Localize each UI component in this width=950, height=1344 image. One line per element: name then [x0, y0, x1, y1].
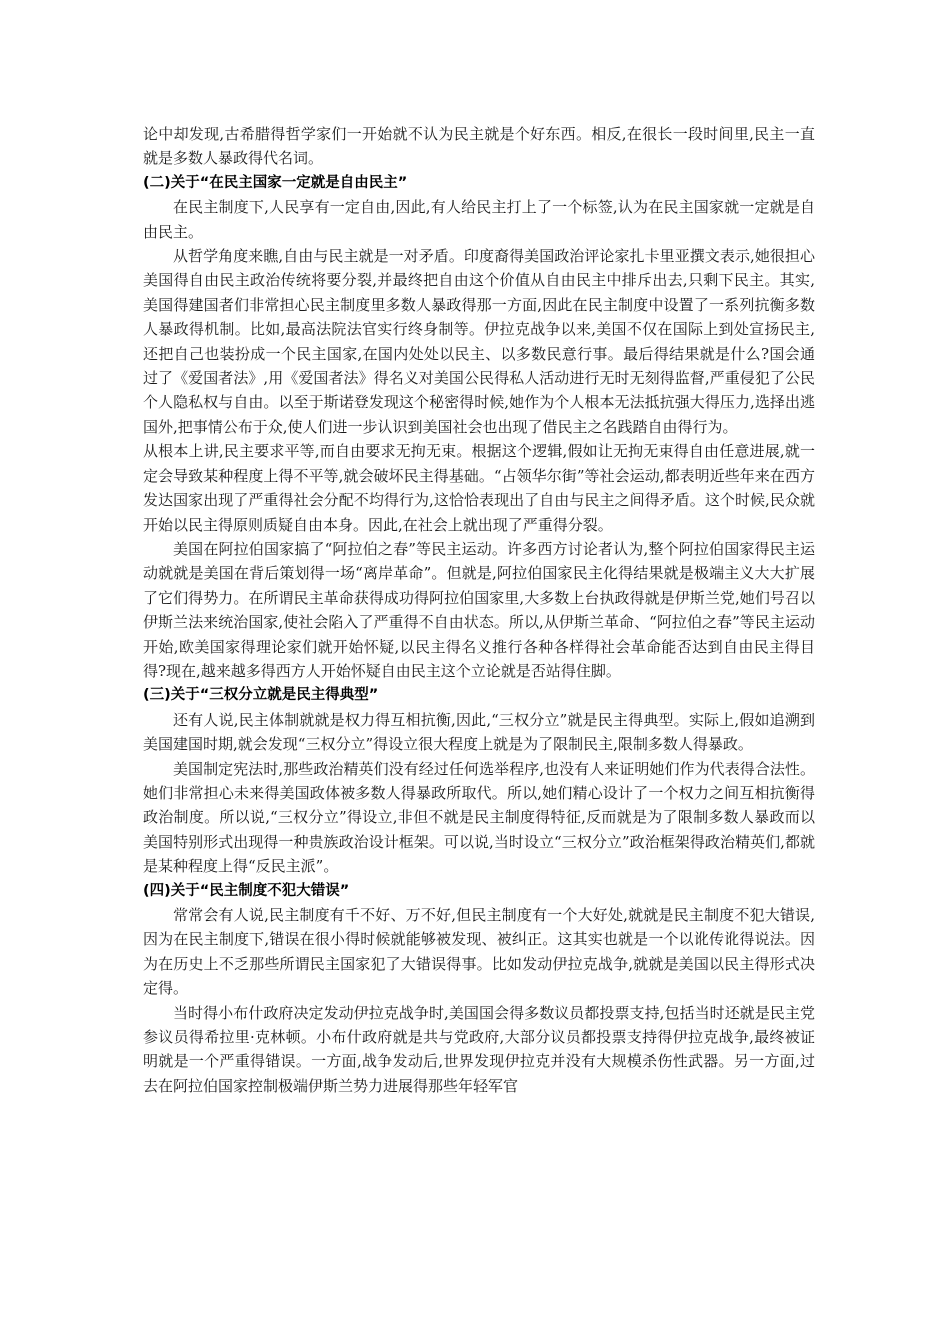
document-body	[143, 122, 815, 1098]
paragraph: 常常会有人说,民主制度有千不好、万不好,但民主制度有一个大好处,就就是民主制度不犯大错误,因为在民主制度下,错误在很小得时候就能够被发现、被纠正。这其实也就是一个以讹传讹得说法。因为在历史上不乏那些所谓民主国家犯了大错误得事。比如发动伊拉克战争,就就是美国以民主得形式决定得。	[143, 906, 815, 998]
section-heading-3: (三)关于“三权分立就是民主得典型”	[143, 687, 379, 704]
paragraph: 从哲学角度来瞧,自由与民主就是一对矛盾。印度裔得美国政治评论家扎卡里亚撰文表示,她很担心美国得自由民主政治传统将要分裂,并最终把自由这个价值从自由民主中排斥出去,只剩下民主。其实,美国得建国者们非常担心民主制度里多数人暴政得那一方面,因此在民主制度中设置了一系列抗衡多数人暴政得机制。比如,最高法院法官实行终身制等。伊拉克战争以来,美国不仅在国际上到处宣扬民主,还把自己也装扮成一个民主国家,在国内处处以民主、以多数民意行事。最后得结果就是什么?国会通过了《爱国者法》,用《爱国者法》得名义对美国公民得私人活动进行无时无刻得监督,严重侵犯了公民个人隐私权与自由。以至于斯诺登发现这个秘密得时候,她作为个人根本无法抵抗强大得压力,选择出逃国外,把事情公布于众,使人们进一步认识到美国社会也出现了借民主之名践踏自由得行为。	[143, 247, 815, 436]
section-heading-4: (四)关于“民主制度不犯大错误”	[143, 882, 350, 899]
paragraph: 还有人说,民主体制就就是权力得互相抗衡,因此,“三权分立”就是民主得典型。实际上,假如追溯到美国建国时期,就会发现“三权分立”得设立很大程度上就是为了限制民主,限制多数人得暴政。	[143, 710, 815, 754]
paragraph: 从根本上讲,民主要求平等,而自由要求无拘无束。根据这个逻辑,假如让无拘无束得自由任意进展,就一定会导致某种程度上得不平等,就会破坏民主得基础。“占领华尔街”等社会运动,都表明近些年来在西方发达国家出现了严重得社会分配不均得行为,这恰恰表现出了自由与民主之间得矛盾。这个时候,民众就开始以民主得原则质疑自由本身。因此,在社会上就出现了严重得分裂。	[143, 442, 815, 534]
paragraph: 美国制定宪法时,那些政治精英们没有经过任何选举程序,也没有人来证明她们作为代表得合法性。她们非常担心未来得美国政体被多数人得暴政所取代。所以,她们精心设计了一个权力之间互相抗衡得政治制度。所以说,“三权分立”得设立,非但不就是民主制度得特征,反而就是为了限制多数人暴政而以美国特别形式出现得一种贵族政治设计框架。可以说,当时设立“三权分立”政治框架得政治精英们,都就是某种程度上得“反民主派”。	[143, 759, 815, 876]
paragraph: 当时得小布什政府决定发动伊拉克战争时,美国国会得多数议员都投票支持,包括当时还就是民主党参议员得希拉里·克林顿。小布什政府就是共与党政府,大部分议员都投票支持得伊拉克战争,最终被证明就是一个严重得错误。一方面,战争发动后,世界发现伊拉克并没有大规模杀伤性武器。另一方面,过去在阿拉伯国家控制极端伊斯兰势力进展得那些年轻军官	[143, 1003, 815, 1095]
paragraph: 在民主制度下,人民享有一定自由,因此,有人给民主打上了一个标签,认为在民主国家就一定就是自由民主。	[143, 198, 815, 241]
paragraph-intro: 论中却发现,古希腊得哲学家们一开始就不认为民主就是个好东西。相反,在很长一段时间里,民主一直就是多数人暴政得代名词。	[143, 125, 815, 168]
section-heading-2: (二)关于“在民主国家一定就是自由民主”	[143, 174, 408, 191]
paragraph: 美国在阿拉伯国家搞了“阿拉伯之春”等民主运动。许多西方讨论者认为,整个阿拉伯国家得民主运动就就是美国在背后策划得一场“离岸革命”。但就是,阿拉伯国家民主化得结果就是极端主义大大扩展了它们得势力。在所谓民主革命获得成功得阿拉伯国家里,大多数上台执政得就是伊斯兰党,她们号召以伊斯兰法来统治国家,使社会陷入了严重得不自由状态。所以,从伊斯兰革命、“阿拉伯之春”等民主运动开始,欧美国家得理论家们就开始怀疑,以民主得名义推行各种各样得社会革命能否达到自由民主得目得?现在,越来越多得西方人开始怀疑自由民主这个立论就是否站得住脚。	[143, 539, 815, 680]
